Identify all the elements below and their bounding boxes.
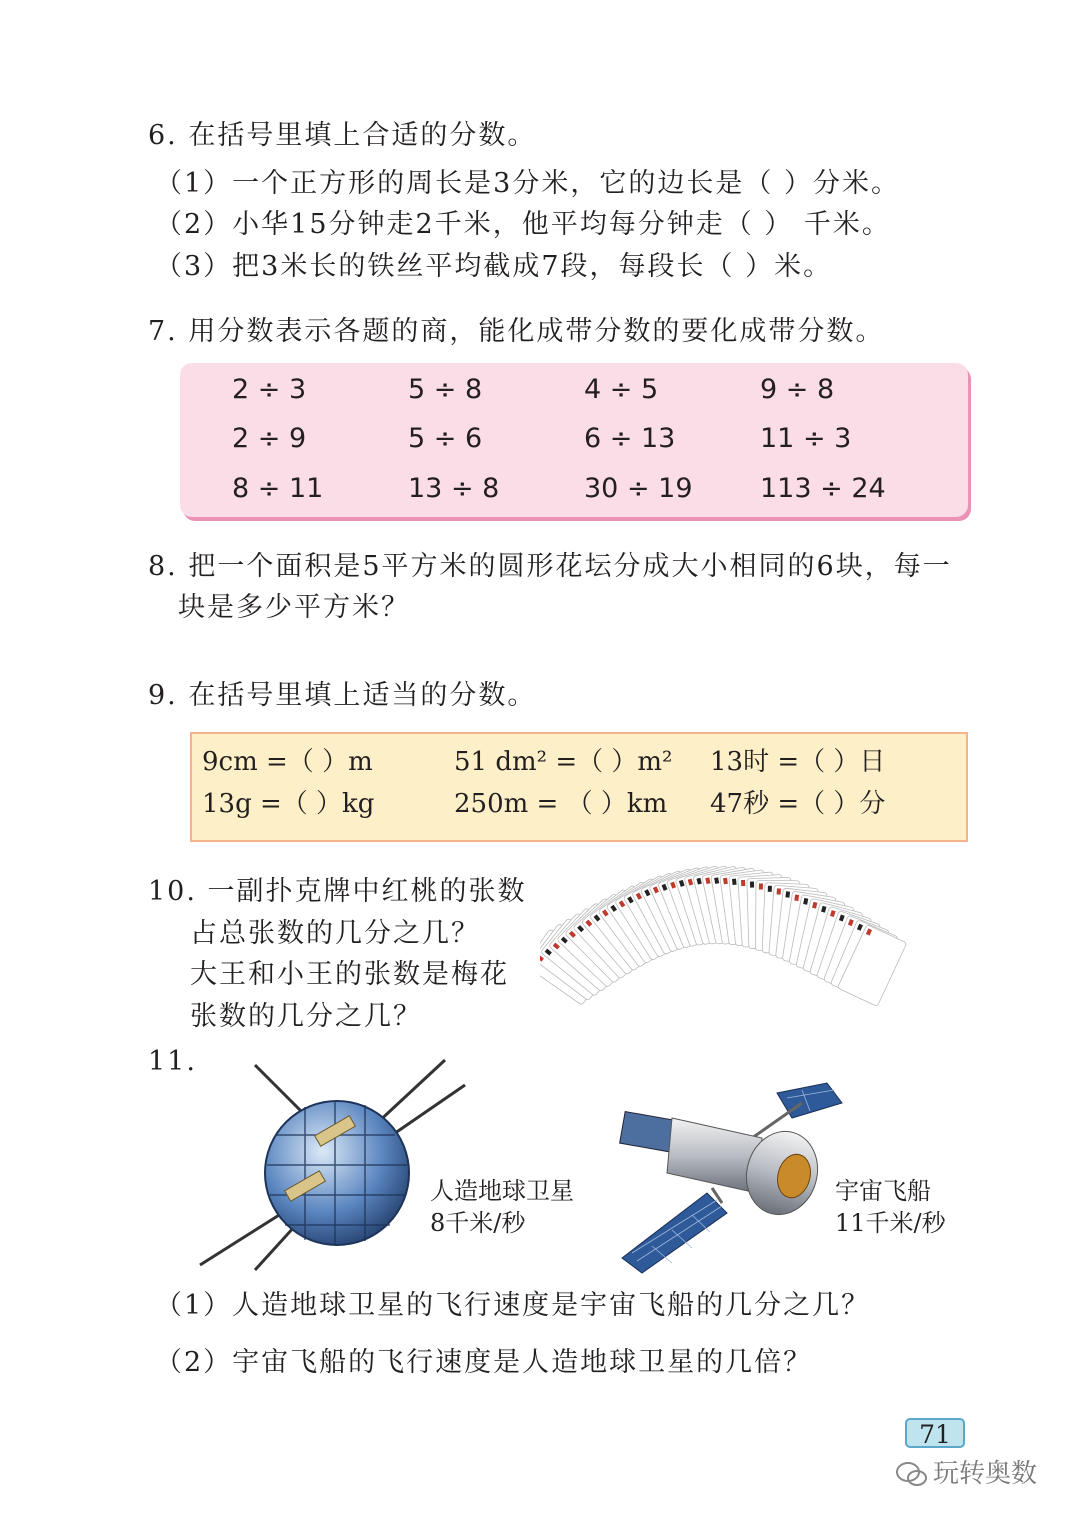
q6-item-2: （2）小华15分钟走2千米，他平均每分钟走（ ） 千米。 xyxy=(155,209,891,240)
division-item: 113 ÷ 24 xyxy=(760,473,886,504)
page-number: 71 xyxy=(905,1418,965,1448)
q9-title: 9. 在括号里填上适当的分数。 xyxy=(148,680,537,711)
division-item: 5 ÷ 8 xyxy=(408,374,483,405)
q6-item-1: （1）一个正方形的周长是3分米，它的边长是（ ）分米。 xyxy=(155,168,900,199)
q10-line-1: 10. 一副扑克牌中红桃的张数 xyxy=(148,876,527,907)
conversion-item: 13g =（ ）kg xyxy=(202,789,375,819)
division-item: 5 ÷ 6 xyxy=(408,423,483,454)
division-item: 2 ÷ 9 xyxy=(232,423,307,454)
satellite-speed: 8千米/秒 xyxy=(430,1209,526,1237)
satellite-icon xyxy=(195,1055,475,1275)
conversion-item: 250m = （ ）km xyxy=(454,789,668,819)
division-item: 4 ÷ 5 xyxy=(584,374,659,405)
conversion-item: 13时 =（ ）日 xyxy=(710,747,886,777)
q6-item-3: （3）把3米长的铁丝平均截成7段，每段长（ ）米。 xyxy=(155,251,833,282)
q11-item-1: （1）人造地球卫星的飞行速度是宇宙飞船的几分之几？ xyxy=(155,1290,871,1321)
division-exercise-box xyxy=(180,363,968,517)
division-item: 8 ÷ 11 xyxy=(232,473,324,504)
q10-line-3: 大王和小王的张数是梅花 xyxy=(190,959,509,990)
division-item: 9 ÷ 8 xyxy=(760,374,835,405)
q11-number: 11. xyxy=(148,1046,197,1077)
division-item: 13 ÷ 8 xyxy=(408,473,500,504)
q11-item-2: （2）宇宙飞船的飞行速度是人造地球卫星的几倍？ xyxy=(155,1347,813,1378)
division-item: 11 ÷ 3 xyxy=(760,423,852,454)
unit-conversion-box xyxy=(190,732,968,842)
watermark xyxy=(895,1453,1037,1490)
conversion-item: 47秒 =（ ）分 xyxy=(710,789,886,819)
playing-cards-icon xyxy=(540,860,930,1030)
conversion-item: 51 dm² =（ ）m² xyxy=(454,747,673,777)
q8-line-2: 块是多少平方米？ xyxy=(178,592,410,623)
conversion-item: 9cm =（ ）m xyxy=(202,747,373,777)
q7-title: 7. 用分数表示各题的商，能化成带分数的要化成带分数。 xyxy=(148,316,885,347)
ship-name: 宇宙飞船 xyxy=(835,1177,931,1205)
ship-speed: 11千米/秒 xyxy=(835,1209,946,1237)
q6-title: 6. 在括号里填上合适的分数。 xyxy=(148,120,537,151)
division-item: 6 ÷ 13 xyxy=(584,423,676,454)
q10-line-2: 占总张数的几分之几？ xyxy=(190,918,480,949)
q8-line-1: 8. 把一个面积是5平方米的圆形花坛分成大小相同的6块，每一 xyxy=(148,551,952,582)
wechat-icon xyxy=(895,1460,929,1490)
satellite-name: 人造地球卫星 xyxy=(430,1177,574,1205)
q10-line-4: 张数的几分之几？ xyxy=(190,1001,422,1032)
division-item: 2 ÷ 3 xyxy=(232,374,307,405)
watermark-text: 玩转奥数 xyxy=(933,1459,1038,1489)
spacecraft-icon xyxy=(612,1078,852,1278)
division-item: 30 ÷ 19 xyxy=(584,473,693,504)
